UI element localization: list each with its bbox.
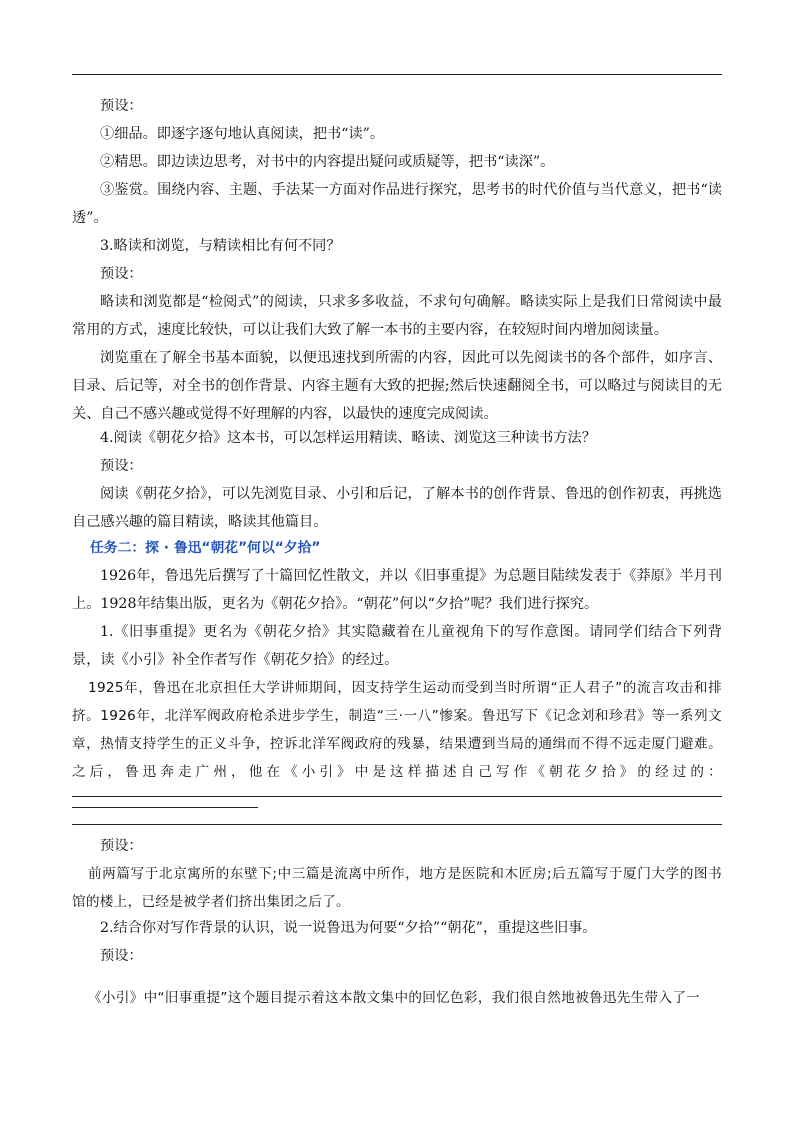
paragraph: 前两篇写于北京寓所的东壁下;中三篇是流离中所作，地方是医院和木匠房;后五篇写于厦门大学的图书馆的楼上，已经是被学者们挤出集团之后了。 [72,866,722,910]
paragraph: 预设： [100,948,143,964]
paragraph: ③鉴赏。围绕内容、主题、手法某一方面对作品进行探究，思考书的时代价值与当代意义，把书“读透”。 [72,182,722,226]
paragraph: 略读和浏览都是“检阅式”的阅读，只求多多收益，不求句句确解。略读实际上是我们日常阅读中最常用的方式，速度比较快，可以让我们大致了解一本书的主要内容，在较短时间内增加阅读量。 [72,294,722,338]
question: 4.阅读《朝花夕拾》这本书，可以怎样运用精读、略读、浏览这三种读书方法？ [100,430,596,446]
paragraph: 预设： [100,838,143,854]
paragraph: 预设： [100,266,143,282]
paragraph: ①细品。即逐字逐句地认真阅读，把书“读”。 [100,126,385,142]
paragraph: 浏览重在了解全书基本面貌，以便迅速找到所需的内容，因此可以先阅读书的各个部件，如序言、目录、后记等，对全书的创作背景、内容主题有大致的把握;然后快速翻阅全书，可以略过与阅读目的无关、自己不感兴趣或觉得不好理解的内容，以最快的速度完成阅读。 [72,350,722,422]
question: 3.略读和浏览，与精读相比有何不同？ [100,238,341,254]
paragraph: 《小引》中“旧事重提”这个题目提示着这本散文集中的回忆色彩，我们很自然地被鲁迅先生带入了一 [88,990,701,1006]
question: 1.《旧事重提》更名为《朝花夕拾》其实隐藏着在儿童视角下的写作意图。请同学们结合下列背景，读《小引》补全作者写作《朝花夕拾》的经过。 [72,624,722,668]
paragraph: 1926年，鲁迅先后撰写了十篇回忆性散文，并以《旧事重提》为总题目陆续发表于《莽原》半月刊上。1928年结集出版，更名为《朝花夕拾》。“朝花”何以“夕拾”呢？我们进行探究。 [72,568,722,612]
paragraph: 预设： [100,98,143,114]
section-heading: 任务二：探 · 鲁迅“朝花”何以“夕拾” [90,540,321,556]
background-text: 1925年，鲁迅在北京担任大学讲师期间，因支持学生运动而受到当时所谓“正人君子”的流言攻击和排挤。1926年，北洋军阀政府枪杀进步学生，制造“三·一八”惨案。鲁迅写下《记念刘和珍君》等一系列文章，热情支持学生的正义斗争，控诉北洋军阀政府的残暴，结果遭到当局的通缉而不得不远走厦门避难。之后，鲁迅奔走广州，他在《小引》中是这样描述自己写作《朝花夕拾》的经过的： [72,680,722,780]
answer-blank[interactable] [72,791,258,808]
paragraph: 预设： [100,458,143,474]
background-passage [72,674,722,814]
header-rule [72,74,722,75]
paragraph: 阅读《朝花夕拾》，可以先浏览目录、小引和后记，了解本书的创作背景、鲁迅的创作初衷，再挑选自己感兴趣的篇目精读，略读其他篇目。 [72,486,722,530]
question: 2.结合你对写作背景的认识，说一说鲁迅为何要“夕拾”“朝花”，重提这些旧事。 [100,920,597,936]
answer-line[interactable] [72,796,722,797]
paragraph: ②精思。即边读边思考，对书中的内容提出疑问或质疑等，把书“读深”。 [100,154,555,170]
answer-line[interactable] [72,824,722,825]
